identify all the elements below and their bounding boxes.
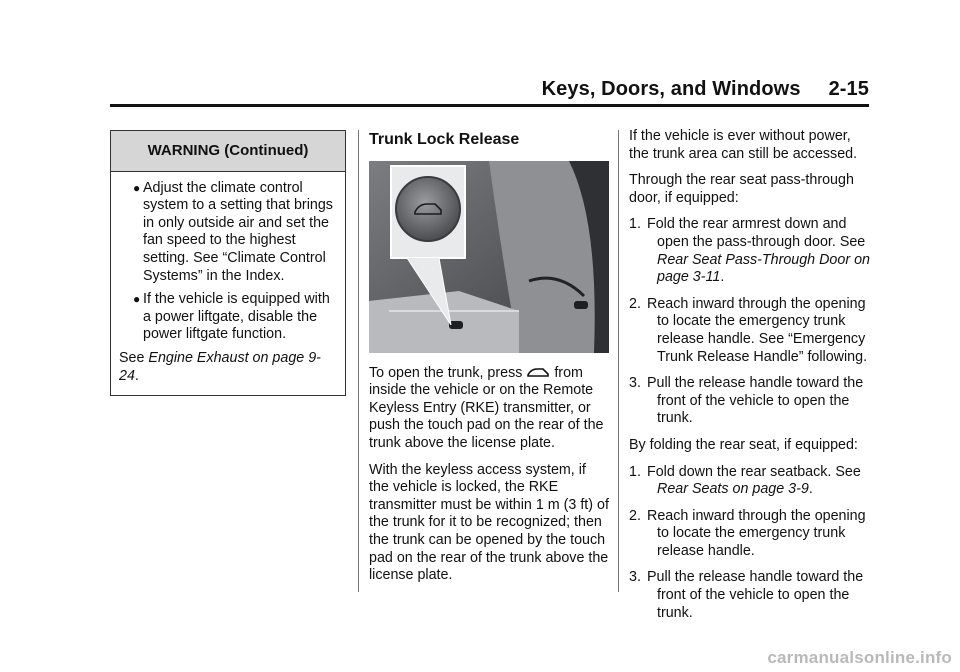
text: from inside the vehicle or on the Remote Keyless Entry (RKE) transmitter, or push the touch pad on the rear of the trunk above the license plate. bbox=[369, 364, 604, 451]
step-number: 1. bbox=[629, 463, 641, 480]
subsection-title: Trunk Lock Release bbox=[369, 131, 520, 148]
bullet-icon: ● bbox=[133, 292, 141, 307]
step-number: 1. bbox=[629, 216, 641, 233]
list-item bbox=[629, 508, 874, 561]
step-text: Reach inward through the opening to locate the emergency trunk release handle. See “Emergency Trunk Release Handle” following. bbox=[647, 295, 868, 365]
power-paragraph: If the vehicle is ever without power, the trunk area can still be accessed. bbox=[629, 128, 858, 162]
trunk-paragraph-1 bbox=[369, 365, 609, 453]
step-text: Pull the release handle toward the front of the vehicle to open the trunk. bbox=[647, 375, 864, 427]
bullet-text: Adjust the climate control system to a setting that brings in only outside air and set the fan speed to the highest setting. See “Climate Control Systems” in the Index. bbox=[143, 179, 333, 284]
column-divider bbox=[358, 130, 359, 592]
column-1 bbox=[110, 130, 346, 396]
trunk-release-photo bbox=[369, 161, 609, 353]
warning-see-reference bbox=[119, 350, 335, 385]
step-number: 2. bbox=[629, 507, 641, 524]
trunk-release-icon bbox=[526, 366, 550, 378]
section-title: Keys, Doors, and Windows bbox=[541, 78, 801, 100]
warning-bullet bbox=[119, 180, 335, 286]
see-suffix: . bbox=[134, 367, 139, 384]
text: To open the trunk, press bbox=[369, 364, 527, 381]
list-item bbox=[629, 216, 874, 286]
step-number: 3. bbox=[629, 569, 641, 586]
warning-body bbox=[111, 172, 345, 396]
bullet-icon: ● bbox=[133, 180, 141, 195]
column-3 bbox=[629, 128, 874, 631]
step-text: Fold down the rear seatback. See bbox=[647, 463, 861, 480]
cross-reference-link[interactable]: Rear Seats on page 3-9 bbox=[657, 481, 809, 498]
trunk-paragraph-2: With the keyless access system, if the vehicle is locked, the RKE transmitter must be within 1 m (3 ft) of the trunk for it to be recognized; then the trunk can be opened by the touch pad on the rear of the trunk above the license plate. bbox=[369, 461, 609, 584]
step-text-suffix: . bbox=[720, 269, 725, 286]
list-item bbox=[629, 464, 874, 499]
step-text: Fold the rear armrest down and open the pass-through door. See bbox=[647, 216, 866, 250]
header-rule bbox=[110, 104, 869, 107]
step-text: Reach inward through the opening to locate the emergency trunk release handle. bbox=[647, 507, 866, 559]
cross-reference-link[interactable]: Engine Exhaust on page 9-24 bbox=[119, 349, 321, 384]
list-item bbox=[629, 375, 874, 428]
list-item bbox=[629, 569, 874, 622]
step-text-suffix: . bbox=[808, 481, 813, 498]
page-header bbox=[0, 78, 869, 101]
page-number: 2-15 bbox=[828, 78, 869, 100]
watermark: carmanualsonline.info bbox=[767, 648, 952, 667]
passthrough-intro: Through the rear seat pass-through door, if equipped: bbox=[629, 172, 854, 206]
warning-bullet bbox=[119, 291, 335, 344]
cross-reference-link[interactable]: Rear Seat Pass-Through Door on page 3-11 bbox=[657, 251, 870, 286]
warning-title: WARNING (Continued) bbox=[111, 131, 345, 172]
step-number: 2. bbox=[629, 295, 641, 312]
warning-box bbox=[110, 130, 346, 396]
step-text: Pull the release handle toward the front of the vehicle to open the trunk. bbox=[647, 569, 864, 621]
see-prefix: See bbox=[119, 349, 149, 366]
step-number: 3. bbox=[629, 375, 641, 392]
list-item bbox=[629, 296, 874, 366]
column-2 bbox=[369, 128, 609, 594]
column-divider bbox=[618, 130, 619, 592]
bullet-text: If the vehicle is equipped with a power liftgate, disable the power liftgate function. bbox=[143, 291, 330, 343]
fold-seat-intro: By folding the rear seat, if equipped: bbox=[629, 436, 858, 453]
